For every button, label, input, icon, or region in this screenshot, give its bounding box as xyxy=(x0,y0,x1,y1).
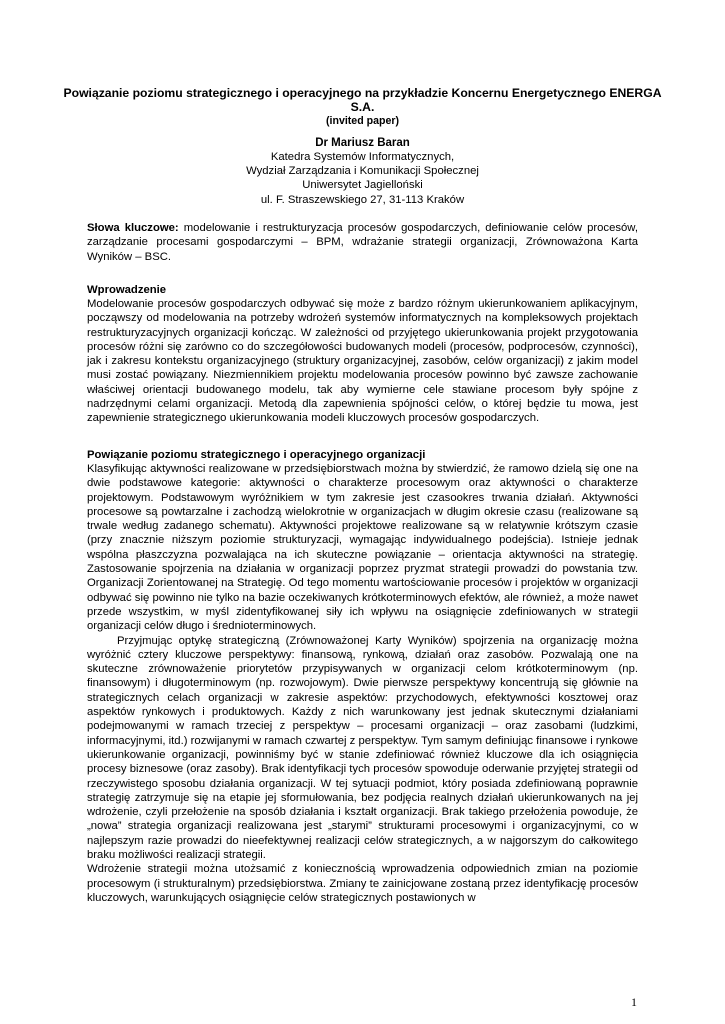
introduction-body xyxy=(87,297,638,426)
keywords-text: modelowanie i restrukturyzacja procesów gospodarczych, definiowanie celów procesów, zarządzanie procesami gospodarczymi – BPM, wdrażanie strategii organizacji, Zrównoważona Karta Wyników – BSC. xyxy=(87,222,638,263)
author-affiliation xyxy=(60,150,665,207)
paragraph: Przyjmując optykę strategiczną (Zrównoważonej Karty Wyników) spojrzenia na organizację można wyróżnić cztery kluczowe perspektywy: finansową, rynkową, działań oraz zasobów. Pozwalają one na skuteczne zrównoważenie priorytetów przypisywanych w organizacji celom krótkoterminowym (np. finansowym) i długoterminowym (np. rozwojowym). Dwie pierwsze perspektywy koncentrują się głównie na strategicznych celach organizacji w zakresie aspektów: przychodowych, efektywności kosztowej oraz aspektów rynkowych i produktowych. Każdy z nich warunkowany jest jednak skutecznymi działaniami podejmowanymi w ramach trzeciej z perspektyw – procesami organizacji – oraz zasobami (ludzkimi, informacyjnymi, itd.) rozwijanymi w ramach czwartej z perspektyw. Tym samym definiując finansowe i rynkowe ukierunkowanie organizacji, powinniśmy być w stanie zdefiniować również kluczowe dla ich osiągnięcia procesy biznesowe (oraz zasoby). Brak identyfikacji tych procesów spowoduje oderwanie przyjętej strategii od rzeczywistego sposobu działania organizacji. W tej sytuacji podmiot, który posiada zdefiniowaną poprawnie strategię zatrzymuje się na etapie jej sformułowania, bez podjęcia realnych działań ukierunkowanych na jej wdrożenie, czyli przełożenie na sposób działania i kształt organizacji. Brak takiego przełożenia powoduje, że „nowa” strategia organizacji realizowana jest „starymi” strukturami procesowymi i organizacyjnymi, co w najlepszym razie prowadzi do nieefektywnej realizacji celów strategicznych, a w najgorszym do całkowitego braku możliwości realizacji strategii. xyxy=(87,634,638,862)
paper-title: Powiązanie poziomu strategicznego i operacyjnego na przykładzie Koncernu Energetycznego ENERGA S.A. xyxy=(63,86,662,115)
paragraph: Klasyfikując aktywności realizowane w przedsiębiorstwach można by stwierdzić, że ramowo dzielą się one na dwie podstawowe kategorie: aktywności o charakterze procesowym oraz aktywności o charakterze projektowym. Podstawowym wyróżnikiem w tym zakresie jest czasookres trwania działań. Aktywności procesowe są powtarzalne i zachodzą wielokrotnie w organizacjach w długim okresie czasu (realizowane są trwale według zadanego schematu). Aktywności projektowe realizowane są w relatywnie krótszym czasie (przy znacznie niższym poziomie strukturyzacji, wymagając indywidualnego podejścia). Istnieje jednak wspólna płaszczyzna pozwalająca na ich skuteczne powiązanie – orientacja aktywności na strategię. Zastosowanie spojrzenia na działania w organizacji poprzez pryzmat strategii prowadzi do powstania tzw. Organizacji Zorientowanej na Strategię. Od tego momentu wartościowanie procesów i projektów w organizacji odbywać się powinno nie tylko na bazie oczekiwanych krótkoterminowych efektów, ale również, a może nawet przede wszystkim, w myśl zidentyfikowanej siły ich wpływu na osiągnięcie zdefiniowanych w strategii organizacji celów długo i średnioterminowych. xyxy=(87,463,638,633)
page-number: 1 xyxy=(631,995,637,1009)
paragraph: Modelowanie procesów gospodarczych odbywać się może z bardzo różnym ukierunkowaniem aplikacyjnym, począwszy od modelowania na potrzeby wdrożeń systemów informatycznych na kompleksowych projektach restrukturyzacyjnych organizacji kończąc. W zależności od przyjętego ukierunkowania projekt przygotowania procesów różni się zarówno co do szczegółowości budowanych modeli (procesów, podprocesów, czynności), jak i zakresu kontekstu organizacyjnego (struktury organizacyjnej, zasobów, celów organizacji) z jakim model musi zostać powiązany. Niezmiennikiem projektu modelowania procesów powinno być zawsze zachowanie właściwej orientacji budowanego modelu, tak aby wymierne cele stawiane procesom były spójne z nadrzędnymi celami organizacji. Metodą dla zapewnienia spójności celów, o której będzie tu mowa, jest zapewnienie strategicznego ukierunkowania modeli kluczowych procesów gospodarczych. xyxy=(87,298,638,425)
author-name: Dr Mariusz Baran xyxy=(315,137,410,149)
keywords-label: Słowa kluczowe: xyxy=(87,222,179,234)
section-heading-introduction: Wprowadzenie xyxy=(87,284,167,296)
affiliation-line: Uniwersytet Jagielloński xyxy=(302,179,423,192)
affiliation-line: Wydział Zarządzania i Komunikacji Społecznej xyxy=(246,165,479,178)
paragraph: Wdrożenie strategii można utożsamić z koniecznością wprowadzenia odpowiednich zmian na poziomie procesowym (i strukturalnym) przedsiębiorstwa. Zmiany te zainicjowane zostaną przez identyfikację procesów kluczowych, warunkujących osiągnięcie celów strategicznych postawionych w xyxy=(87,863,638,904)
paper-subtitle: (invited paper) xyxy=(326,115,399,127)
keywords-paragraph xyxy=(87,221,638,264)
section-heading-strategic-operational: Powiązanie poziomu strategicznego i operacyjnego organizacji xyxy=(87,449,426,461)
strategic-operational-body xyxy=(87,462,638,905)
affiliation-line: Katedra Systemów Informatycznych, xyxy=(270,151,455,163)
affiliation-line: ul. F. Straszewskiego 27, 31-113 Kraków xyxy=(260,193,465,206)
